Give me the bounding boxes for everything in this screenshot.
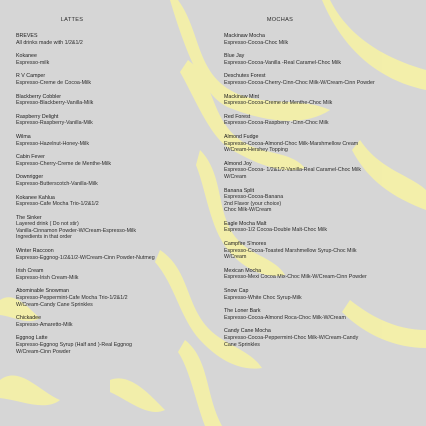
menu-item	[16, 195, 216, 208]
menu-item	[16, 315, 216, 328]
menu-item-recipe: W/Cream-Candy Cane Sprinkles	[16, 301, 93, 308]
menu-item	[224, 114, 424, 127]
menu-item	[16, 248, 216, 261]
menu-item-recipe: Espresso-White Choc Syrup-Milk	[224, 294, 302, 301]
menu-item-recipe: Vanilla-Cinnamon Powder-W/Cream-Espresso-Milk	[16, 227, 136, 234]
menu-item-recipe: Ingredients in that order	[16, 234, 72, 241]
menu-item-recipe: Espresso-Cocoa-Choc Milk	[224, 39, 289, 46]
menu-item	[224, 161, 424, 181]
menu-item-recipe: Espresso-Irish Cream-Milk	[16, 274, 79, 281]
menu-item-recipe: Espresso-Blackberry-Vanilla-Milk	[16, 100, 94, 107]
menu-item	[224, 288, 424, 301]
menu-item	[224, 73, 424, 86]
menu-item	[16, 154, 216, 167]
menu-item-name: Banana Split	[224, 187, 255, 194]
menu-item	[16, 268, 216, 281]
menu-item-name: Kokanee Kahlua	[16, 194, 55, 201]
menu-item-recipe: Espresso-Eggnog Syrup (Half and )-Real Eggnog	[16, 342, 133, 348]
menu-item-recipe: Choc Milk-W/Cream	[224, 207, 272, 214]
menu-item-recipe: W/Cream	[224, 254, 247, 261]
menu-item-name: Eggnog Latte	[16, 335, 48, 342]
menu-item	[224, 134, 424, 154]
menu-item-recipe: Espresso-Amaretto-Milk	[16, 321, 73, 328]
menu-item	[224, 241, 424, 261]
menu-item-name: Blackberry Cobbler	[16, 93, 62, 100]
menu-item-name: Almond Fudge	[224, 133, 259, 140]
menu-item-name: Kokanee	[16, 53, 37, 60]
menu-item-recipe: Espresso-Cocoa-Almond-Choc Milk-Marshmellow Cream	[224, 140, 359, 147]
menu-item-name: Mackinaw Mocha	[224, 33, 265, 39]
menu-item-name: Snow Cap	[224, 288, 249, 295]
menu-item-recipe: Espresso-Cocoa- 1/2&1/2-Vanilla-Real Caramel-Choc Milk	[224, 167, 362, 174]
mochas-heading: MOCHAS	[266, 17, 294, 23]
menu-item-recipe: Espresso-Cocoa-Vanilla -Real Caramel-Choc Milk	[224, 59, 342, 66]
menu-item-recipe: Espresso-Cherry-Creme de Menthe-Milk	[16, 160, 112, 167]
menu-item-name: Almond Joy	[224, 160, 252, 167]
menu-item	[16, 174, 216, 187]
mochas-column	[224, 17, 424, 355]
menu-item-recipe: W/Cream	[224, 173, 247, 180]
menu-item-recipe: Espresso-Cocoa-Raspberry -Cinn-Choc Milk	[224, 120, 329, 127]
menu-item	[224, 221, 424, 234]
menu-item-recipe: Cane Sprinkles	[224, 341, 260, 348]
menu-item-name: Blue Jay	[224, 53, 245, 60]
menu-item-name: The Sinker	[16, 214, 42, 221]
menu-item	[16, 114, 216, 127]
menu-item-name: The Loner Bark	[224, 308, 261, 315]
menu-item-recipe: All drinks made with 1/2&1/2	[16, 39, 83, 46]
menu-item-name: Downrigger	[16, 174, 44, 181]
menu-item-recipe: Espresso-Creme de Cocoa-Milk	[16, 79, 92, 86]
menu-item-recipe: Espresso-Cocoa-Cherry-Cinn-Choc Milk-W/Cream-Cinn Powder	[224, 79, 375, 86]
menu-item	[224, 53, 424, 66]
menu-item	[16, 215, 216, 241]
menu-item-recipe: Espresso-Butterscotch-Vanilla-Milk	[16, 180, 98, 187]
menu-item	[16, 288, 216, 308]
menu-item-recipe: Espresso-Eggnog-1/2&1/2-W/Cream-Cinn Powder-Nutmeg	[16, 254, 155, 261]
menu-item	[16, 53, 216, 66]
menu-item-name: Red Forest	[224, 113, 251, 120]
menu-item-name: Chickadee	[16, 315, 42, 322]
menu-item	[16, 335, 216, 355]
menu-item	[224, 308, 424, 321]
menu-item-name: Cabin Fever	[16, 154, 45, 161]
menu-item-name: R V Camper	[16, 73, 46, 80]
menu-item-name: Eagle Mocha Malt	[224, 220, 267, 227]
menu-item-name: Candy Cane Mocha	[224, 328, 271, 335]
menu-item-name: Abominable Snowman	[16, 288, 69, 295]
menu-item-name: Winter Raccoon	[16, 248, 54, 255]
menu-item	[16, 73, 216, 86]
menu-item-recipe: Espresso-Cocoa-Peppermint-Choc Milk-W/Cream-Candy	[224, 335, 359, 341]
menu-item-recipe: Espresso-Raspberry-Vanilla-Milk	[16, 120, 93, 127]
menu-item-name: Irish Cream	[16, 268, 44, 275]
menu-item	[224, 188, 424, 214]
menu-item-recipe: Espresso-Peppermint-Cafe Mocha Trio-1/2&1/2	[16, 295, 128, 302]
menu-item-recipe: W/Cream-Cinn Powder	[16, 348, 71, 355]
menu-item-recipe: Espresso-Cocoa-Toasted Marshmellow Syrup-Choc Milk	[224, 247, 357, 254]
menu-item-recipe: Espresso-milk	[16, 59, 50, 66]
menu-item	[16, 94, 216, 107]
menu-item-name: Mexican Mocha	[224, 267, 262, 274]
menu-item-recipe: 2nd Flavor (your choice)	[224, 200, 282, 207]
menu-item-recipe: Layered drink ( Do not stir)	[16, 221, 79, 228]
menu-item-recipe: Espresso-Cocoa-Almond Roca-Choc Milk-W/Cream	[224, 314, 346, 321]
menu-item-recipe: Espresso-Cocoa-Creme de Menthe-Choc Milk	[224, 100, 333, 107]
menu-item-recipe: W/Cream-Hershey Topping	[224, 147, 288, 154]
menu-item	[224, 328, 424, 348]
menu-item-name: Campfire S'mores	[224, 241, 267, 248]
menu-item	[224, 268, 424, 281]
menu-item	[16, 33, 216, 46]
menu-item-name: Wilma	[16, 133, 31, 140]
menu-item-recipe: Espresso-Cocoa-Banana	[224, 194, 284, 201]
menu-item	[16, 134, 216, 147]
menu-item-name: BREVES	[16, 33, 38, 39]
menu-item-name: Mackinaw Mint	[224, 93, 260, 100]
menu-item	[224, 33, 424, 46]
menu-item-recipe: Espresso-Hazelnut-Honey-Milk	[16, 140, 90, 147]
menu-item-recipe: Espresso-Cafe Mocha Trio-1/2&1/2	[16, 201, 99, 208]
lattes-heading: LATTES	[60, 17, 84, 23]
menu-item-name: Raspberry Delight	[16, 113, 59, 120]
menu-item-recipe: Espresso-Mexi Cocoa Mix-Choc Milk-W/Cream-Cinn Powder	[224, 274, 367, 281]
menu-item-name: Deschutes Forest	[224, 73, 266, 80]
menu-item	[224, 94, 424, 107]
lattes-column	[16, 17, 216, 362]
menu-item-recipe: Espresso-1/2 Cocoa-Double Malt-Choc Milk	[224, 227, 328, 234]
